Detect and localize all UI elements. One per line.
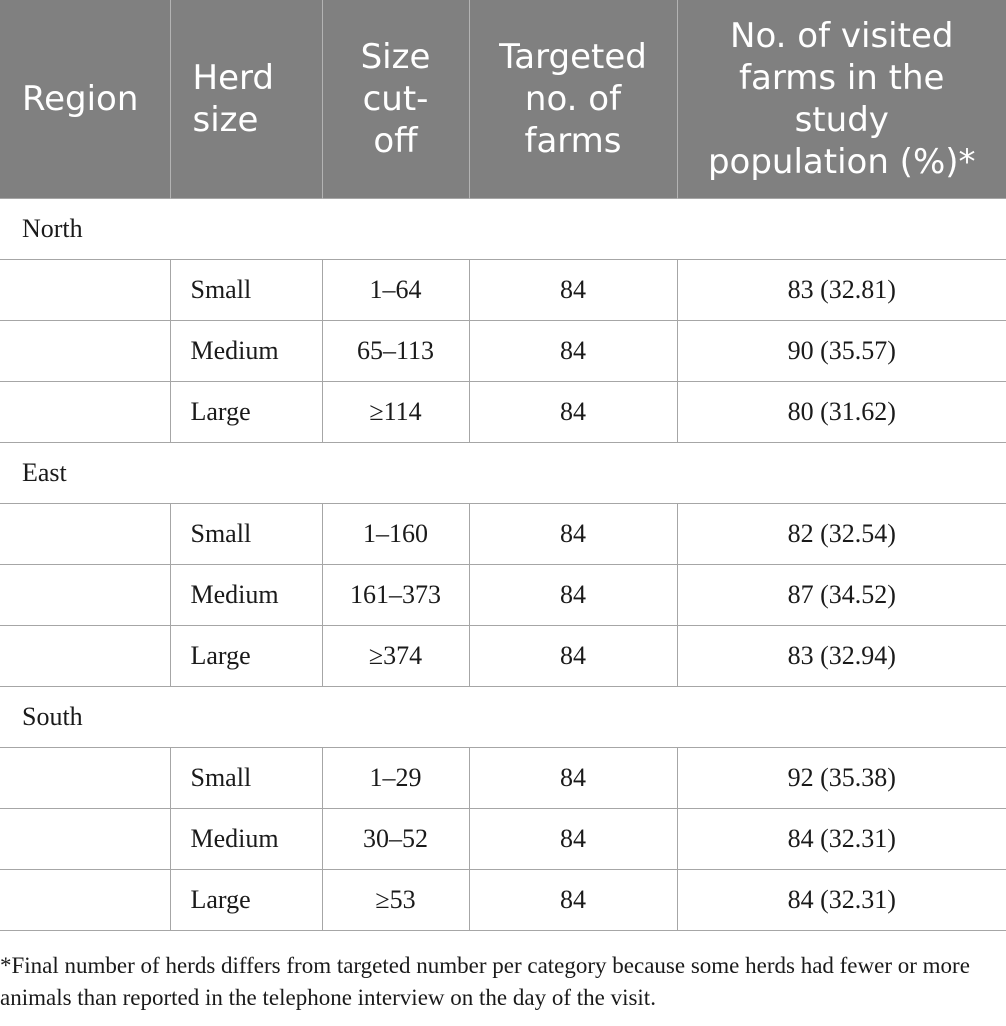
size-cutoff-cell: ≥374 — [322, 626, 469, 687]
table-row — [0, 809, 1006, 870]
visited-cell: 82 (32.54) — [677, 504, 1006, 565]
empty-cell — [0, 260, 170, 321]
targeted-cell: 84 — [469, 321, 677, 382]
table-row — [0, 870, 1006, 931]
table-row — [0, 382, 1006, 443]
header-visited-line: population (%)* — [707, 142, 976, 182]
header-visited-line: study — [794, 100, 889, 140]
empty-cell — [0, 626, 170, 687]
header-visited — [677, 0, 1006, 199]
empty-cell — [0, 809, 170, 870]
targeted-cell: 84 — [469, 504, 677, 565]
visited-cell: 87 (34.52) — [677, 565, 1006, 626]
table-row — [0, 626, 1006, 687]
table-footnote: *Final number of herds differs from targeted number per category because some herds had fewer or more animals than reported in the telephone interview on the day of the visit. — [0, 953, 970, 1010]
table-row — [0, 260, 1006, 321]
header-herd-size-line: size — [192, 100, 259, 140]
header-herd-size — [170, 0, 322, 199]
header-row — [0, 0, 1006, 199]
size-cutoff-cell: 1–160 — [322, 504, 469, 565]
empty-cell — [0, 565, 170, 626]
visited-cell: 92 (35.38) — [677, 748, 1006, 809]
size-cutoff-cell: 65–113 — [322, 321, 469, 382]
herd-size-cell: Medium — [170, 809, 322, 870]
targeted-cell: 84 — [469, 809, 677, 870]
header-targeted — [469, 0, 677, 199]
size-cutoff-cell: 1–29 — [322, 748, 469, 809]
header-visited-line: No. of visited — [730, 16, 954, 56]
header-targeted-line: Targeted — [499, 37, 647, 77]
table-row — [0, 321, 1006, 382]
empty-cell — [0, 321, 170, 382]
empty-cell — [0, 382, 170, 443]
targeted-cell: 84 — [469, 748, 677, 809]
size-cutoff-cell: ≥114 — [322, 382, 469, 443]
region-row — [0, 443, 1006, 504]
herd-size-cell: Small — [170, 504, 322, 565]
targeted-cell: 84 — [469, 870, 677, 931]
table-row — [0, 565, 1006, 626]
region-label: South — [0, 687, 1006, 748]
header-region — [0, 0, 170, 199]
herd-size-cell: Large — [170, 382, 322, 443]
size-cutoff-cell: 1–64 — [322, 260, 469, 321]
visited-cell: 83 (32.94) — [677, 626, 1006, 687]
header-targeted-line: no. of — [524, 79, 622, 119]
herd-size-cell: Small — [170, 260, 322, 321]
region-row — [0, 199, 1006, 260]
visited-cell: 90 (35.57) — [677, 321, 1006, 382]
visited-cell: 84 (32.31) — [677, 870, 1006, 931]
table-row — [0, 748, 1006, 809]
empty-cell — [0, 504, 170, 565]
herd-size-cell: Medium — [170, 565, 322, 626]
herd-size-cell: Large — [170, 626, 322, 687]
visited-cell: 80 (31.62) — [677, 382, 1006, 443]
size-cutoff-cell: 161–373 — [322, 565, 469, 626]
table-row — [0, 504, 1006, 565]
header-herd-size-line: Herd — [192, 58, 274, 98]
header-region-line: Region — [22, 79, 139, 119]
header-size-cutoff-line: Size — [360, 37, 431, 77]
header-size-cutoff-line: off — [373, 121, 418, 161]
herd-size-cell: Small — [170, 748, 322, 809]
empty-cell — [0, 748, 170, 809]
size-cutoff-cell: ≥53 — [322, 870, 469, 931]
size-cutoff-cell: 30–52 — [322, 809, 469, 870]
region-label: North — [0, 199, 1006, 260]
region-label: East — [0, 443, 1006, 504]
visited-cell: 83 (32.81) — [677, 260, 1006, 321]
targeted-cell: 84 — [469, 382, 677, 443]
herd-size-cell: Medium — [170, 321, 322, 382]
empty-cell — [0, 870, 170, 931]
header-visited-line: farms in the — [739, 58, 945, 98]
header-size-cutoff-line: cut- — [362, 79, 429, 119]
targeted-cell: 84 — [469, 260, 677, 321]
targeted-cell: 84 — [469, 565, 677, 626]
visited-cell: 84 (32.31) — [677, 809, 1006, 870]
header-targeted-line: farms — [524, 121, 622, 161]
header-size-cutoff — [322, 0, 469, 199]
herd-size-cell: Large — [170, 870, 322, 931]
targeted-cell: 84 — [469, 626, 677, 687]
region-row — [0, 687, 1006, 748]
